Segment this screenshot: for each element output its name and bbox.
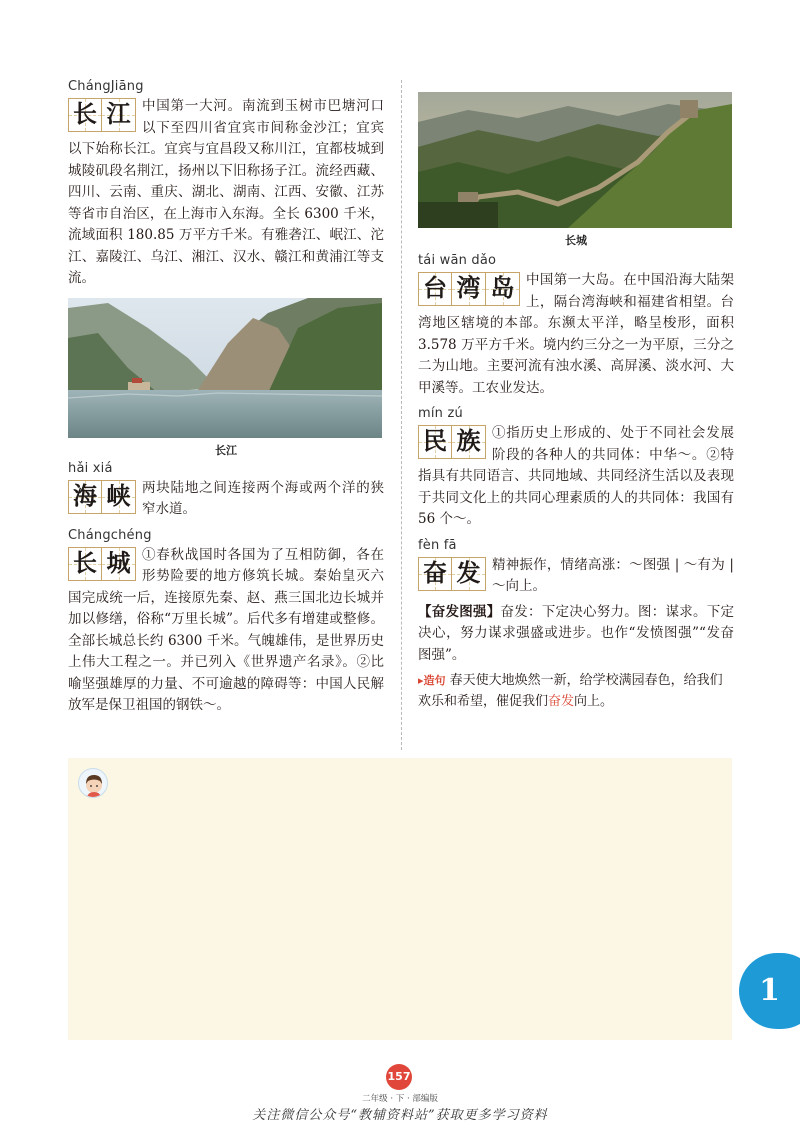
photo-caption: 长江: [215, 443, 237, 457]
sentence-tag: ▸造句: [418, 674, 446, 687]
yangtze-river-image: [68, 298, 382, 438]
headword-char: 湾: [456, 274, 481, 302]
pinyin: hǎi xiá: [68, 460, 113, 476]
headword-char: 长: [73, 548, 97, 577]
definition: 中国第一大河。南流到玉树市巴塘河口以下至四川省宜宾市间称金沙江；宜宾以下始称长江。宜宾与宜昌段又称川江，宜都枝城到城陵矶段名荆江，扬州以下旧称扬子江。流经西藏、四川、云南、重庆、湖北、湖南、江西、安徽、江苏等省市自治区，在上海市入东海。全长 6300 千米，流域面积 180.85 万平方千米。有雅砻江、岷江、沱江、嘉陵江、乌江、湘江、汉水、赣江和黄浦江等支流。: [68, 98, 384, 286]
photo-caption: 长城: [565, 234, 587, 247]
page-number: 157: [386, 1064, 412, 1090]
headword-char: 台: [423, 274, 447, 302]
entry-changjiang: [68, 78, 384, 290]
headword-char: 族: [456, 427, 481, 455]
example-sentence: [418, 670, 734, 712]
definition: 精神振作，情绪高涨：～图强 | ～有为 | ～向上。: [492, 556, 734, 594]
sentence-end: 向上。: [574, 694, 614, 709]
column-divider: [401, 80, 402, 750]
headword-char: 峡: [106, 481, 131, 510]
headword: [418, 557, 486, 591]
idiom-phrase: [418, 602, 734, 667]
pinyin: ChángJiāng: [68, 79, 144, 94]
left-column: [68, 78, 384, 717]
headword-char: 岛: [490, 274, 515, 302]
headword-char: 江: [106, 100, 131, 128]
headword-char: 发: [456, 558, 481, 587]
footer-text: 关注微信公众号“教辅资料站”获取更多学习资料: [252, 1108, 548, 1123]
student-avatar-icon: [78, 768, 108, 798]
unit-tab: [739, 953, 800, 1029]
headword: [418, 272, 520, 306]
entry-taiwandao: [418, 252, 734, 399]
definition: 两块陆地之间连接两个海或两个洋的狭窄水道。: [142, 479, 384, 517]
notes-area: [68, 758, 732, 1040]
headword: [68, 480, 136, 514]
grade-label: 二年级 · 下 · 部编版: [362, 1094, 438, 1104]
sentence-text: 春天使大地焕然一新，给学校满园春色，给我们欢乐和希望，催促我们: [418, 673, 723, 709]
headword-char: 民: [423, 427, 447, 455]
headword-char: 奋: [423, 558, 447, 587]
pinyin: fèn fā: [418, 537, 457, 553]
entry-fenfa: [418, 537, 734, 713]
headword-char: 城: [106, 548, 131, 577]
pinyin: mín zú: [418, 406, 463, 421]
idiom-title: 【奋发图强】: [418, 603, 501, 620]
definition: 中国第一大岛。在中国沿海大陆架上，隔台湾海峡和福建省相望。台湾地区辖境的本部。东濒太平洋，略呈梭形，面积 3.578 万平方千米。境内约三分之一为平原，三分之二为山地。主要河流有浊水溪、高屏溪、淡水河、大甲溪等。工农业发达。: [418, 272, 734, 396]
entry-minzu: [418, 405, 734, 531]
idiom-explanation: 奋发：下定决心努力。图：谋求。下定决心，努力谋求强盛或进步。也作“发愤图强”“发奋图强”。: [418, 603, 734, 663]
headword-char: 海: [73, 481, 97, 510]
pinyin: Chángchéng: [68, 527, 152, 543]
headword: [418, 425, 486, 459]
unit-number: 1: [759, 973, 780, 1008]
yangtze-river-photo: [68, 298, 382, 438]
great-wall-image: [418, 92, 732, 228]
definition: ①指历史上形成的、处于不同社会发展阶段的各种人的共同体：中华～。②特指具有共同语言、共同地域、共同经济生活以及表现于共同文化上的共同心理素质的人的共同体：我国有 56 个～。: [418, 425, 734, 527]
right-column: [418, 92, 734, 712]
definition: ①春秋战国时各国为了互相防御，各在形势险要的地方修筑长城。秦始皇灭六国完成统一后，连接原先秦、赵、燕三国北边长城并加以修缮，俗称“万里长城”。后代多有增建或整修。全部长城总长约 6300 千米。气魄雄伟，是世界历史上伟大工程之一。并已列入《世界遗产名录》。②比喻坚强雄厚的力量、不可逾越的障碍等：中国人民解放军是保卫祖国的钢铁～。: [68, 546, 384, 713]
entry-changcheng: [68, 527, 384, 717]
entry-haixia: [68, 460, 384, 521]
sentence-highlight: 奋发: [548, 694, 575, 709]
headword: [68, 98, 136, 132]
headword: [68, 547, 136, 581]
headword-char: 长: [73, 100, 97, 128]
pinyin: tái wān dǎo: [418, 253, 497, 268]
great-wall-photo: [418, 92, 732, 228]
